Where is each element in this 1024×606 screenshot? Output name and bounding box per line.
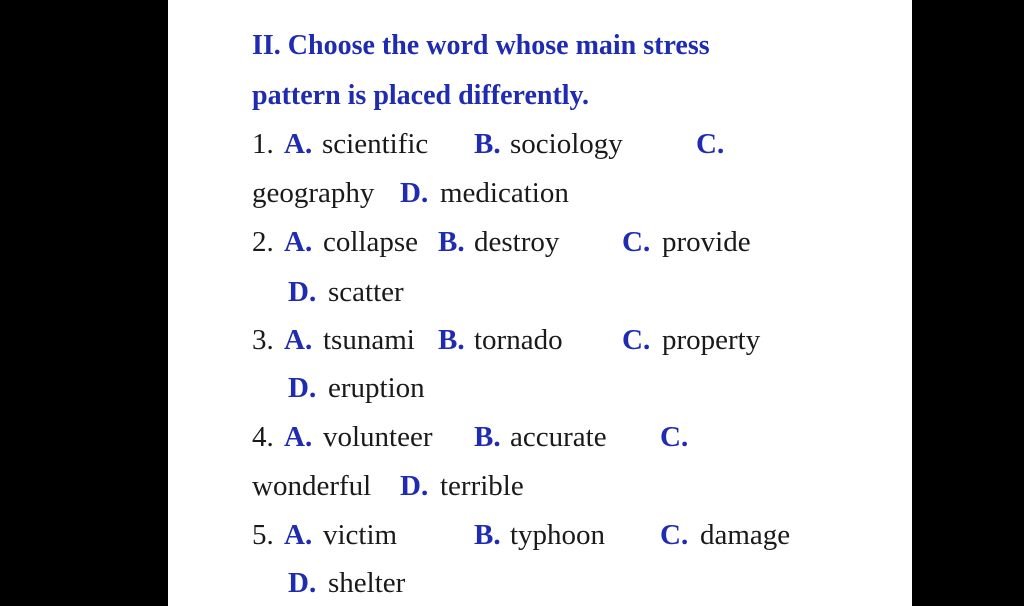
question-number: 5. <box>252 519 274 551</box>
option-letter-b: B. <box>438 324 465 356</box>
option-word-c: property <box>662 324 761 356</box>
option-word-b: sociology <box>510 128 623 160</box>
option-word-c: damage <box>700 519 791 551</box>
option-letter-a: A. <box>284 421 313 453</box>
option-letter-d: D. <box>288 276 317 308</box>
question-number: 2. <box>252 226 274 258</box>
option-letter-c: C. <box>696 128 725 160</box>
option-letter-a: A. <box>284 324 313 356</box>
option-letter-d: D. <box>288 567 317 599</box>
option-letter-a: A. <box>284 519 313 551</box>
option-word-a: collapse <box>323 226 419 258</box>
option-letter-c: C. <box>660 421 689 453</box>
option-letter-b: B. <box>474 421 501 453</box>
option-word-c: geography <box>252 177 375 209</box>
option-letter-c: C. <box>660 519 689 551</box>
heading-line-2: pattern is placed differently. <box>252 80 590 111</box>
option-word-c: wonderful <box>252 470 372 502</box>
option-word-b: destroy <box>474 226 560 258</box>
question-number: 4. <box>252 421 274 453</box>
option-word-d: terrible <box>440 470 524 502</box>
option-letter-a: A. <box>284 128 313 160</box>
question-number: 1. <box>252 128 274 160</box>
option-word-d: medication <box>440 177 569 209</box>
question-number: 3. <box>252 324 274 356</box>
option-letter-b: B. <box>438 226 465 258</box>
option-word-d: scatter <box>328 276 404 308</box>
option-word-c: provide <box>662 226 751 258</box>
option-word-d: eruption <box>328 372 425 404</box>
option-letter-a: A. <box>284 226 313 258</box>
option-letter-d: D. <box>400 177 429 209</box>
option-word-a: volunteer <box>323 421 433 453</box>
option-letter-c: C. <box>622 324 651 356</box>
option-letter-b: B. <box>474 519 501 551</box>
option-word-a: victim <box>323 519 398 551</box>
option-letter-b: B. <box>474 128 501 160</box>
option-letter-d: D. <box>288 372 317 404</box>
option-word-b: typhoon <box>510 519 606 551</box>
option-word-b: accurate <box>510 421 607 453</box>
option-letter-d: D. <box>400 470 429 502</box>
option-word-a: scientific <box>322 128 429 160</box>
worksheet-page <box>168 0 912 606</box>
option-word-b: tornado <box>474 324 563 356</box>
heading-line-1: II. Choose the word whose main stress <box>252 30 710 61</box>
option-letter-c: C. <box>622 226 651 258</box>
option-word-d: shelter <box>328 567 406 599</box>
option-word-a: tsunami <box>323 324 415 356</box>
